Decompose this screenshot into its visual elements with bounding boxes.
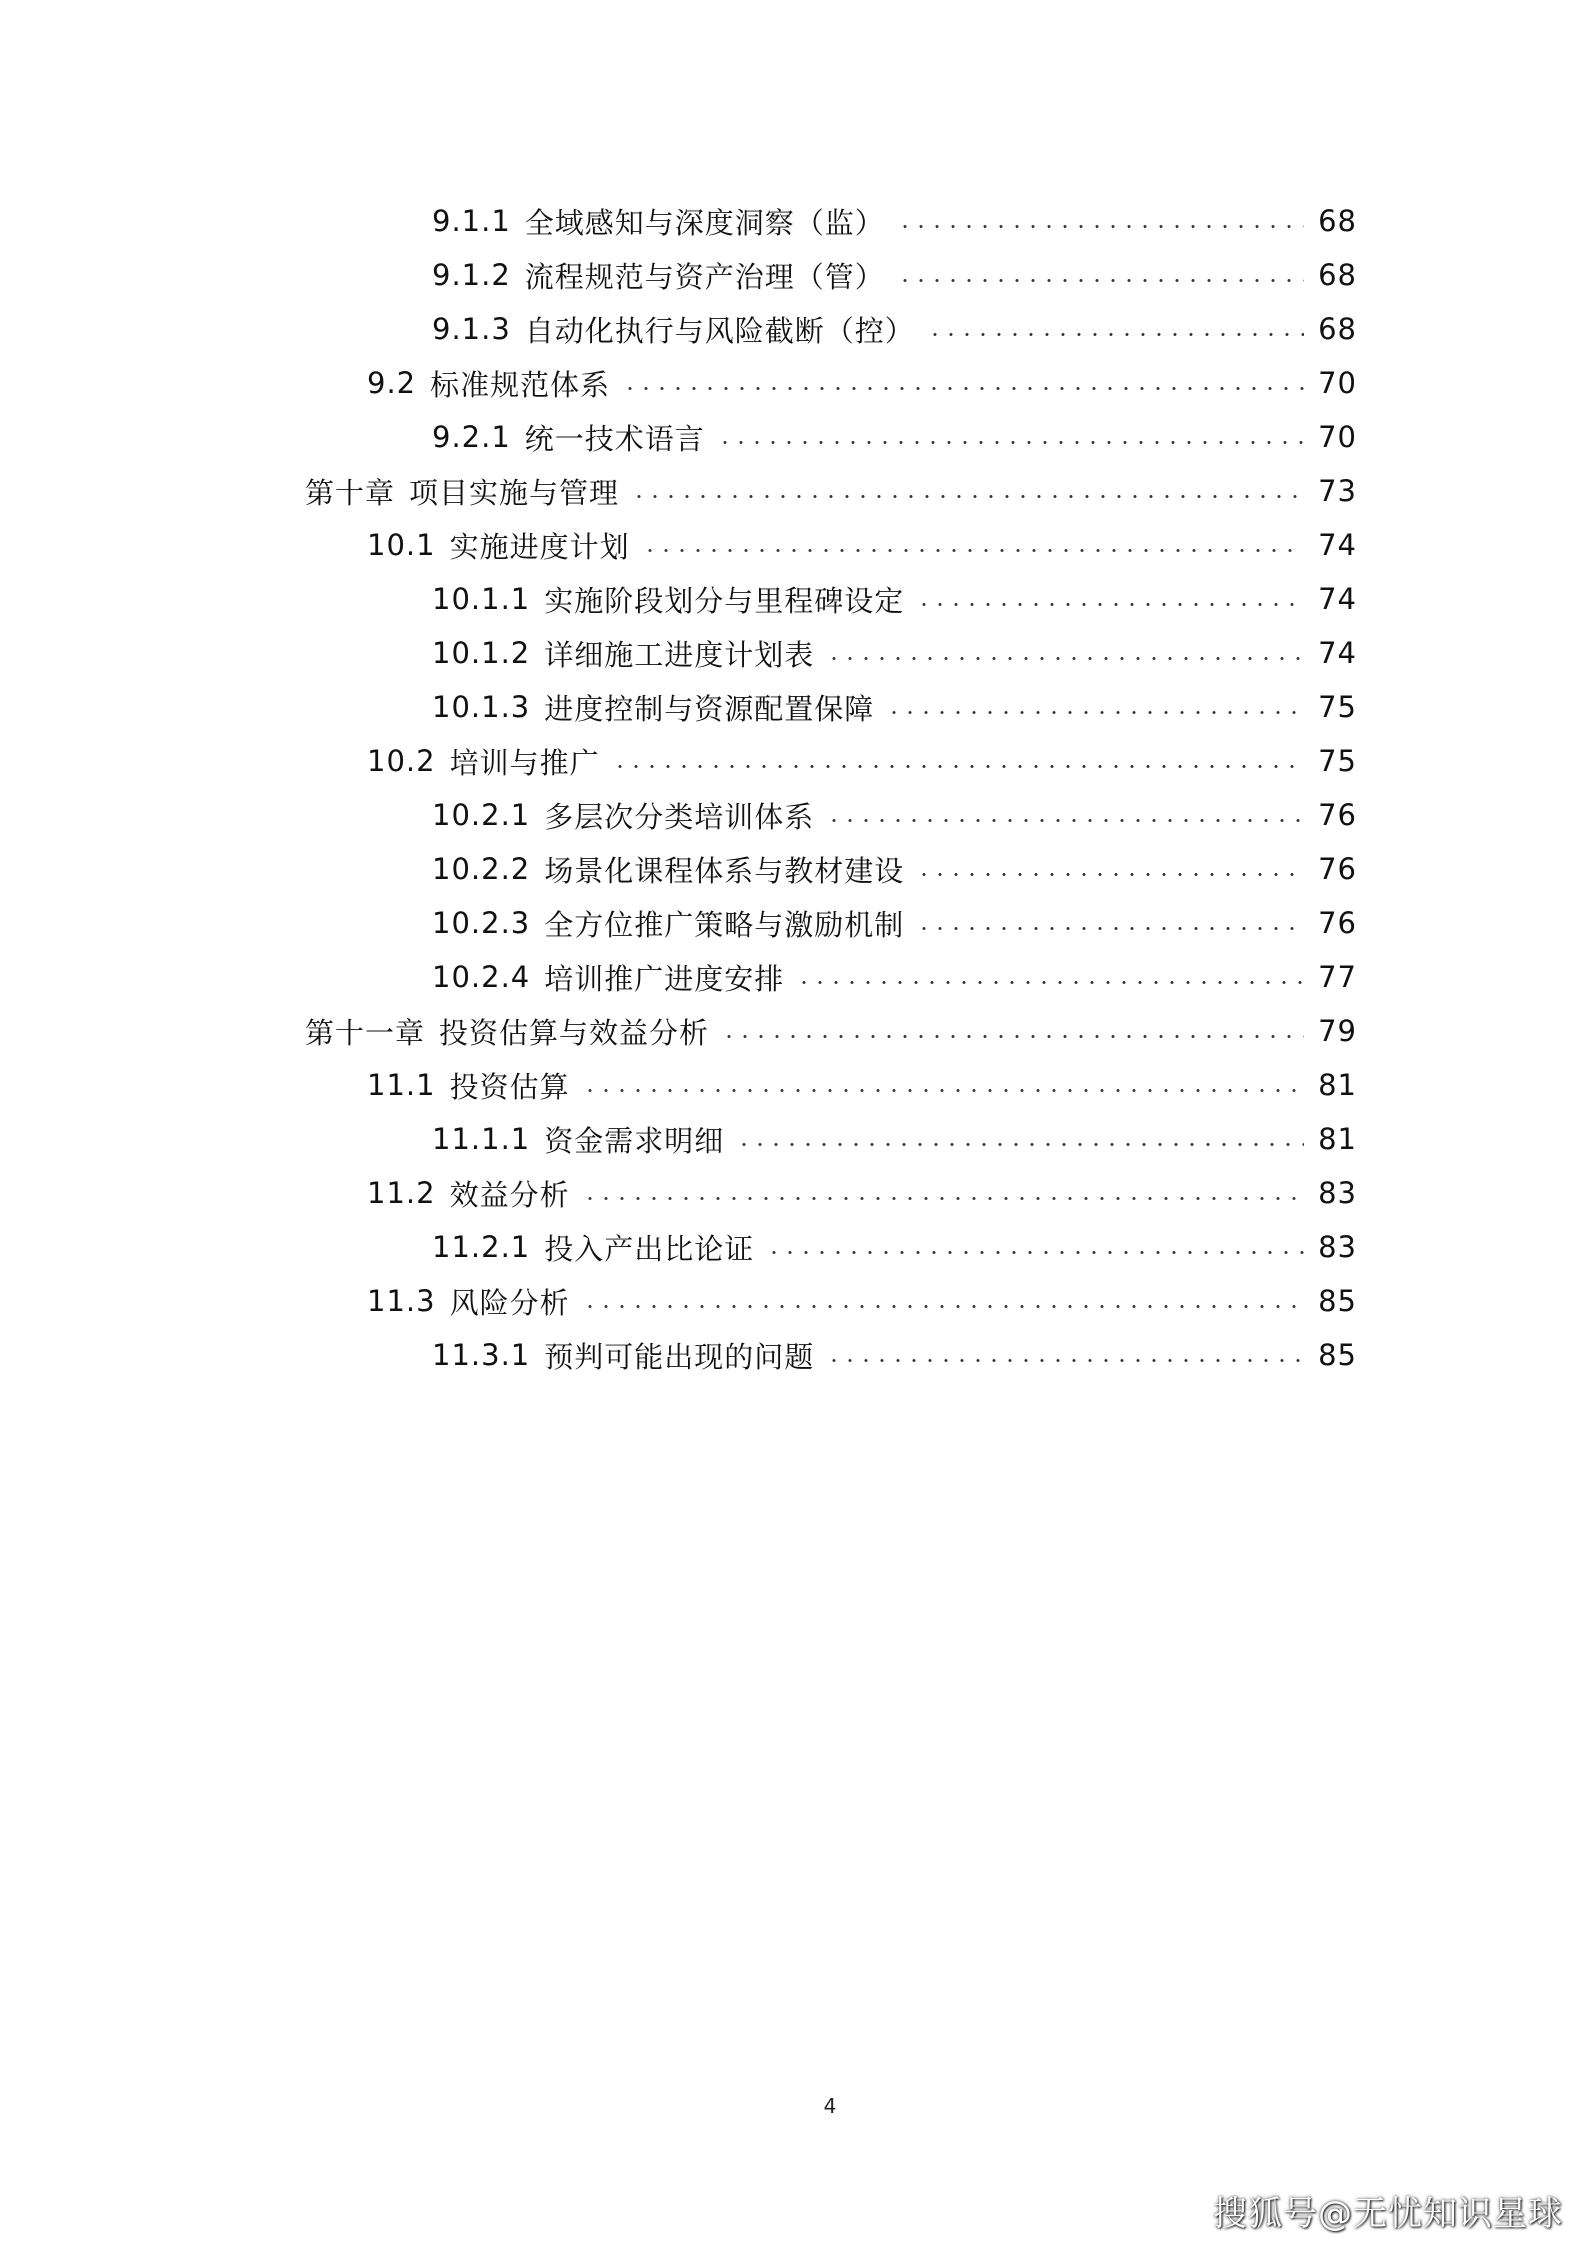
toc-entry-number: 第十一章 bbox=[305, 1015, 426, 1050]
toc-entry-number: 9.1.2 bbox=[432, 258, 511, 292]
toc-entry-number: 10.1.2 bbox=[432, 636, 531, 670]
toc-entry[interactable] bbox=[367, 1276, 1357, 1326]
toc-entry-page: 77 bbox=[1318, 960, 1357, 994]
toc-entry-page: 79 bbox=[1318, 1014, 1357, 1048]
toc-entry-number: 9.1.3 bbox=[432, 312, 511, 346]
dot-leader bbox=[897, 279, 1304, 282]
dot-leader bbox=[826, 819, 1304, 822]
toc-entry-number: 10.2.4 bbox=[432, 960, 531, 994]
dot-leader bbox=[736, 1143, 1304, 1146]
dot-leader bbox=[631, 495, 1304, 498]
toc-entry[interactable] bbox=[432, 844, 1357, 894]
toc-entry[interactable] bbox=[432, 412, 1357, 462]
dot-leader bbox=[916, 603, 1304, 606]
toc-entry-page: 83 bbox=[1318, 1176, 1357, 1210]
toc-entry-page: 74 bbox=[1318, 582, 1357, 616]
toc-entry-title: 培训推广进度安排 bbox=[544, 961, 785, 996]
toc-entry-page: 76 bbox=[1318, 906, 1357, 940]
toc-entry-title: 实施阶段划分与里程碑设定 bbox=[544, 583, 905, 618]
dot-leader bbox=[826, 1359, 1304, 1362]
toc-entry-title: 预判可能出现的问题 bbox=[544, 1339, 815, 1374]
dot-leader bbox=[721, 1035, 1304, 1038]
toc-entry-number: 第十章 bbox=[305, 475, 396, 510]
dot-leader bbox=[642, 549, 1305, 552]
toc-entry-page: 75 bbox=[1318, 744, 1357, 778]
toc-entry-page: 74 bbox=[1318, 528, 1357, 562]
toc-entry-page: 83 bbox=[1318, 1230, 1357, 1264]
toc-entry-title: 效益分析 bbox=[449, 1177, 570, 1212]
dot-leader bbox=[927, 333, 1304, 336]
dot-leader bbox=[582, 1197, 1305, 1200]
toc-entry-title: 自动化执行与风险截断（控） bbox=[524, 313, 915, 348]
toc-entry[interactable] bbox=[367, 520, 1357, 570]
dot-leader bbox=[916, 873, 1304, 876]
toc-entry[interactable] bbox=[432, 1330, 1357, 1380]
toc-entry-page: 75 bbox=[1318, 690, 1357, 724]
toc-entry-page: 85 bbox=[1318, 1284, 1357, 1318]
toc-entry-page: 85 bbox=[1318, 1338, 1357, 1372]
dot-leader bbox=[826, 657, 1304, 660]
toc-entry-title: 实施进度计划 bbox=[449, 529, 630, 564]
toc-entry[interactable] bbox=[432, 952, 1357, 1002]
toc-entry-page: 70 bbox=[1318, 366, 1357, 400]
toc-entry-number: 10.2 bbox=[367, 744, 436, 778]
toc-entry[interactable] bbox=[432, 898, 1357, 948]
toc-entry-title: 风险分析 bbox=[449, 1285, 570, 1320]
toc-entry-number: 10.1.1 bbox=[432, 582, 531, 616]
toc-entry-title: 培训与推广 bbox=[449, 745, 600, 780]
toc-entry-title: 投资估算 bbox=[449, 1069, 570, 1104]
toc-entry-number: 11.3 bbox=[367, 1284, 436, 1318]
toc-entry[interactable] bbox=[367, 358, 1357, 408]
toc-entry[interactable] bbox=[305, 466, 1357, 516]
toc-entry-title: 多层次分类培训体系 bbox=[544, 799, 815, 834]
toc-entry[interactable] bbox=[432, 250, 1357, 300]
watermark: 搜狐号@无忧知识星球 bbox=[1213, 2194, 1563, 2234]
toc-entry-number: 11.1 bbox=[367, 1068, 436, 1102]
toc-entry[interactable] bbox=[367, 1168, 1357, 1218]
toc-entry-page: 81 bbox=[1318, 1122, 1357, 1156]
toc-entry-title: 详细施工进度计划表 bbox=[544, 637, 815, 672]
toc-entry-number: 10.2.1 bbox=[432, 798, 531, 832]
toc-entry[interactable] bbox=[305, 1006, 1357, 1056]
toc-entry-title: 标准规范体系 bbox=[430, 367, 611, 402]
toc-entry-title: 全域感知与深度洞察（监） bbox=[524, 205, 885, 240]
toc-entry-number: 9.1.1 bbox=[432, 204, 511, 238]
toc-entry-number: 11.2.1 bbox=[432, 1230, 531, 1264]
dot-leader bbox=[582, 1305, 1305, 1308]
dot-leader bbox=[766, 1251, 1304, 1254]
toc-entry-page: 73 bbox=[1318, 474, 1357, 508]
dot-leader bbox=[886, 711, 1304, 714]
toc-entry-number: 10.2.2 bbox=[432, 852, 531, 886]
toc-entry-title: 资金需求明细 bbox=[544, 1123, 725, 1158]
toc-entry-title: 统一技术语言 bbox=[524, 421, 705, 456]
toc-entry[interactable] bbox=[432, 574, 1357, 624]
toc-entry-page: 68 bbox=[1318, 258, 1357, 292]
toc-entry[interactable] bbox=[432, 682, 1357, 732]
dot-leader bbox=[897, 225, 1304, 228]
toc-entry-title: 场景化课程体系与教材建设 bbox=[544, 853, 905, 888]
toc-entry[interactable] bbox=[432, 304, 1357, 354]
toc-entry-number: 11.3.1 bbox=[432, 1338, 531, 1372]
toc-entry[interactable] bbox=[432, 196, 1357, 246]
toc-entry-number: 10.2.3 bbox=[432, 906, 531, 940]
toc-entry-number: 11.2 bbox=[367, 1176, 436, 1210]
dot-leader bbox=[717, 441, 1304, 444]
dot-leader bbox=[612, 765, 1305, 768]
toc-entry-title: 流程规范与资产治理（管） bbox=[524, 259, 885, 294]
toc-entry-number: 10.1.3 bbox=[432, 690, 531, 724]
dot-leader bbox=[796, 981, 1304, 984]
toc-entry-page: 68 bbox=[1318, 312, 1357, 346]
toc-entry[interactable] bbox=[432, 1222, 1357, 1272]
toc-entry-title: 全方位推广策略与激励机制 bbox=[544, 907, 905, 942]
toc-entry[interactable] bbox=[367, 1060, 1357, 1110]
toc-entry[interactable] bbox=[432, 628, 1357, 678]
toc-entry-page: 76 bbox=[1318, 852, 1357, 886]
toc-entry-title: 投入产出比论证 bbox=[544, 1231, 755, 1266]
toc-entry-title: 投资估算与效益分析 bbox=[439, 1015, 710, 1050]
toc-entry-page: 74 bbox=[1318, 636, 1357, 670]
toc-entry-title: 项目实施与管理 bbox=[409, 475, 620, 510]
dot-leader bbox=[622, 387, 1304, 390]
toc-entry-title: 进度控制与资源配置保障 bbox=[544, 691, 875, 726]
toc-entry-number: 9.2 bbox=[367, 366, 417, 400]
toc-entry-page: 70 bbox=[1318, 420, 1357, 454]
toc-entry[interactable] bbox=[432, 1114, 1357, 1164]
toc-entry-number: 10.1 bbox=[367, 528, 436, 562]
page-number: 4 bbox=[823, 2094, 837, 2118]
toc-entry[interactable] bbox=[432, 790, 1357, 840]
toc-entry-page: 76 bbox=[1318, 798, 1357, 832]
dot-leader bbox=[582, 1089, 1305, 1092]
toc-entry-page: 81 bbox=[1318, 1068, 1357, 1102]
toc-entry-number: 9.2.1 bbox=[432, 420, 511, 454]
toc-entry-page: 68 bbox=[1318, 204, 1357, 238]
dot-leader bbox=[916, 927, 1304, 930]
toc-entry-number: 11.1.1 bbox=[432, 1122, 531, 1156]
toc-entry[interactable] bbox=[367, 736, 1357, 786]
